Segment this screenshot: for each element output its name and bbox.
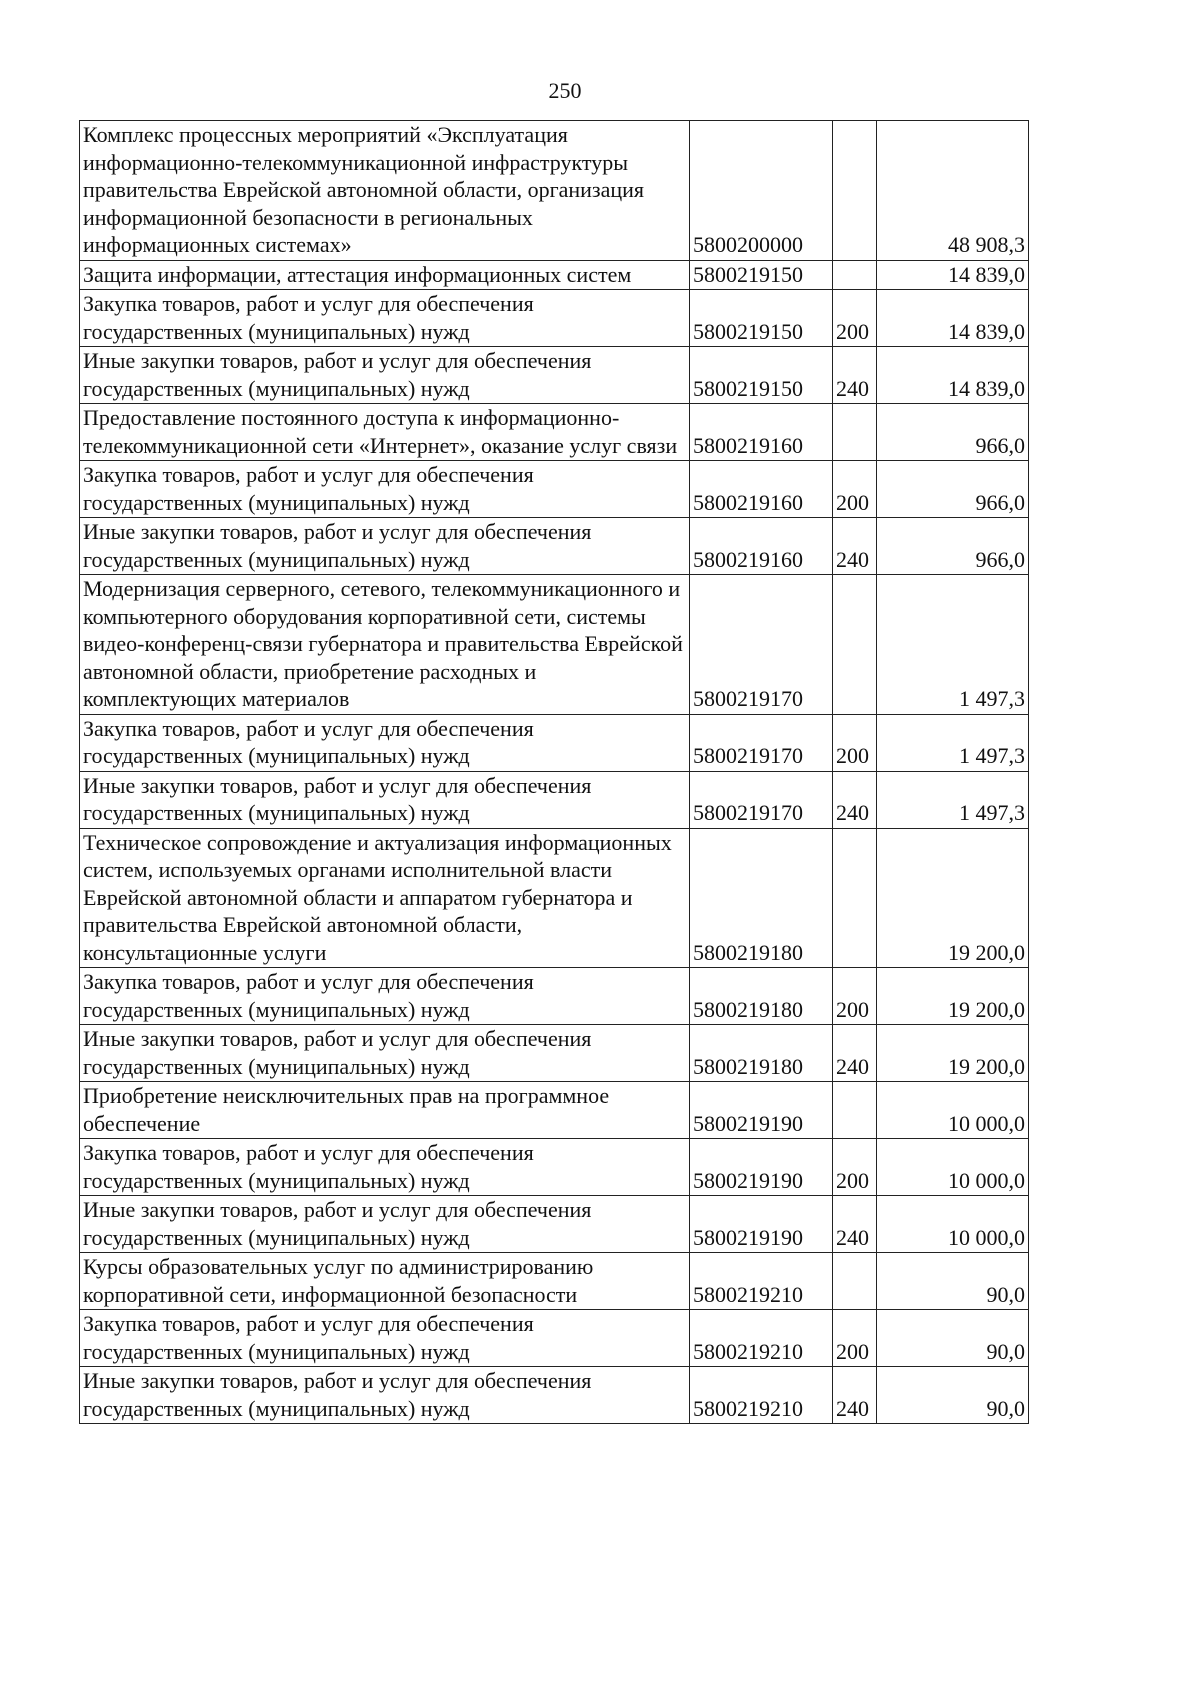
table-row (80, 260, 1029, 290)
row-code: 5800219170 (690, 714, 833, 771)
row-name: Иные закупки товаров, работ и услуг для обеспечения государственных (муниципальных) нужд (80, 771, 690, 828)
row-code: 5800219190 (690, 1139, 833, 1196)
row-sum: 10 000,0 (877, 1082, 1029, 1139)
row-code: 5800219170 (690, 575, 833, 715)
table-row (80, 1253, 1029, 1310)
row-name: Иные закупки товаров, работ и услуг для обеспечения государственных (муниципальных) нужд (80, 1367, 690, 1424)
row-code: 5800219160 (690, 404, 833, 461)
row-name: Модернизация серверного, сетевого, телекоммуникационного и компьютерного оборудования корпоративной сети, системы видео-конференц-связи губернатора и правительства Еврейской автономной области, приобретение расходных и комплектующих материалов (80, 575, 690, 715)
row-name: Иные закупки товаров, работ и услуг для обеспечения государственных (муниципальных) нужд (80, 347, 690, 404)
row-expense-type: 200 (833, 461, 877, 518)
row-sum: 14 839,0 (877, 347, 1029, 404)
row-expense-type: 200 (833, 714, 877, 771)
row-code: 5800200000 (690, 121, 833, 261)
row-code: 5800219180 (690, 968, 833, 1025)
row-sum: 14 839,0 (877, 290, 1029, 347)
row-name: Закупка товаров, работ и услуг для обеспечения государственных (муниципальных) нужд (80, 1310, 690, 1367)
row-sum: 10 000,0 (877, 1139, 1029, 1196)
row-sum: 1 497,3 (877, 771, 1029, 828)
row-code: 5800219210 (690, 1367, 833, 1424)
row-name: Комплекс процессных мероприятий «Эксплуатация информационно-телекоммуникационной инфраструктуры правительства Еврейской автономной области, организация информационной безопасности в региональных информационных системах» (80, 121, 690, 261)
row-expense-type: 240 (833, 1367, 877, 1424)
row-sum: 19 200,0 (877, 1025, 1029, 1082)
row-code: 5800219190 (690, 1196, 833, 1253)
table-row (80, 771, 1029, 828)
row-name: Техническое сопровождение и актуализация информационных систем, используемых органами исполнительной власти Еврейской автономной области и аппаратом губернатора и правительства Еврейской автономной области, консультационные услуги (80, 828, 690, 968)
row-code: 5800219190 (690, 1082, 833, 1139)
row-name: Закупка товаров, работ и услуг для обеспечения государственных (муниципальных) нужд (80, 968, 690, 1025)
row-code: 5800219150 (690, 290, 833, 347)
row-expense-type (833, 121, 877, 261)
row-sum: 1 497,3 (877, 575, 1029, 715)
table-row (80, 968, 1029, 1025)
row-expense-type (833, 575, 877, 715)
table-row (80, 575, 1029, 715)
row-name: Курсы образовательных услуг по администрированию корпоративной сети, информационной безопасности (80, 1253, 690, 1310)
table-row (80, 290, 1029, 347)
row-name: Закупка товаров, работ и услуг для обеспечения государственных (муниципальных) нужд (80, 461, 690, 518)
row-name: Закупка товаров, работ и услуг для обеспечения государственных (муниципальных) нужд (80, 1139, 690, 1196)
row-code: 5800219210 (690, 1310, 833, 1367)
page-number: 250 (548, 78, 582, 103)
row-sum: 90,0 (877, 1253, 1029, 1310)
table-row (80, 1139, 1029, 1196)
row-expense-type (833, 828, 877, 968)
row-name: Иные закупки товаров, работ и услуг для обеспечения государственных (муниципальных) нужд (80, 1196, 690, 1253)
row-name: Закупка товаров, работ и услуг для обеспечения государственных (муниципальных) нужд (80, 290, 690, 347)
row-expense-type: 240 (833, 1196, 877, 1253)
row-code: 5800219150 (690, 260, 833, 290)
row-sum: 10 000,0 (877, 1196, 1029, 1253)
table-row (80, 347, 1029, 404)
row-code: 5800219170 (690, 771, 833, 828)
row-expense-type: 240 (833, 1025, 877, 1082)
row-expense-type: 200 (833, 290, 877, 347)
row-sum: 90,0 (877, 1310, 1029, 1367)
row-code: 5800219150 (690, 347, 833, 404)
row-code: 5800219160 (690, 518, 833, 575)
table-row (80, 121, 1029, 261)
row-sum: 1 497,3 (877, 714, 1029, 771)
row-sum: 90,0 (877, 1367, 1029, 1424)
row-sum: 966,0 (877, 518, 1029, 575)
budget-table-body (80, 121, 1029, 1424)
row-code: 5800219160 (690, 461, 833, 518)
row-sum: 966,0 (877, 461, 1029, 518)
row-code: 5800219180 (690, 1025, 833, 1082)
row-expense-type: 240 (833, 347, 877, 404)
row-name: Приобретение неисключительных прав на программное обеспечение (80, 1082, 690, 1139)
table-row (80, 1310, 1029, 1367)
row-expense-type: 200 (833, 1139, 877, 1196)
table-row (80, 518, 1029, 575)
row-name: Иные закупки товаров, работ и услуг для обеспечения государственных (муниципальных) нужд (80, 1025, 690, 1082)
row-code: 5800219210 (690, 1253, 833, 1310)
row-expense-type: 200 (833, 968, 877, 1025)
table-row (80, 714, 1029, 771)
row-expense-type (833, 404, 877, 461)
table-row (80, 1367, 1029, 1424)
row-sum: 14 839,0 (877, 260, 1029, 290)
row-name: Закупка товаров, работ и услуг для обеспечения государственных (муниципальных) нужд (80, 714, 690, 771)
row-sum: 48 908,3 (877, 121, 1029, 261)
table-row (80, 828, 1029, 968)
table-row (80, 1196, 1029, 1253)
budget-table (79, 120, 1029, 1424)
row-name: Предоставление постоянного доступа к информационно-телекоммуникационной сети «Интернет», оказание услуг связи (80, 404, 690, 461)
row-expense-type: 240 (833, 518, 877, 575)
row-sum: 19 200,0 (877, 968, 1029, 1025)
row-expense-type (833, 1253, 877, 1310)
row-name: Иные закупки товаров, работ и услуг для обеспечения государственных (муниципальных) нужд (80, 518, 690, 575)
table-row (80, 1082, 1029, 1139)
row-expense-type (833, 260, 877, 290)
table-row (80, 404, 1029, 461)
row-sum: 19 200,0 (877, 828, 1029, 968)
table-row (80, 461, 1029, 518)
row-code: 5800219180 (690, 828, 833, 968)
row-expense-type: 200 (833, 1310, 877, 1367)
row-sum: 966,0 (877, 404, 1029, 461)
row-expense-type (833, 1082, 877, 1139)
table-row (80, 1025, 1029, 1082)
row-expense-type: 240 (833, 771, 877, 828)
row-name: Защита информации, аттестация информационных систем (80, 260, 690, 290)
